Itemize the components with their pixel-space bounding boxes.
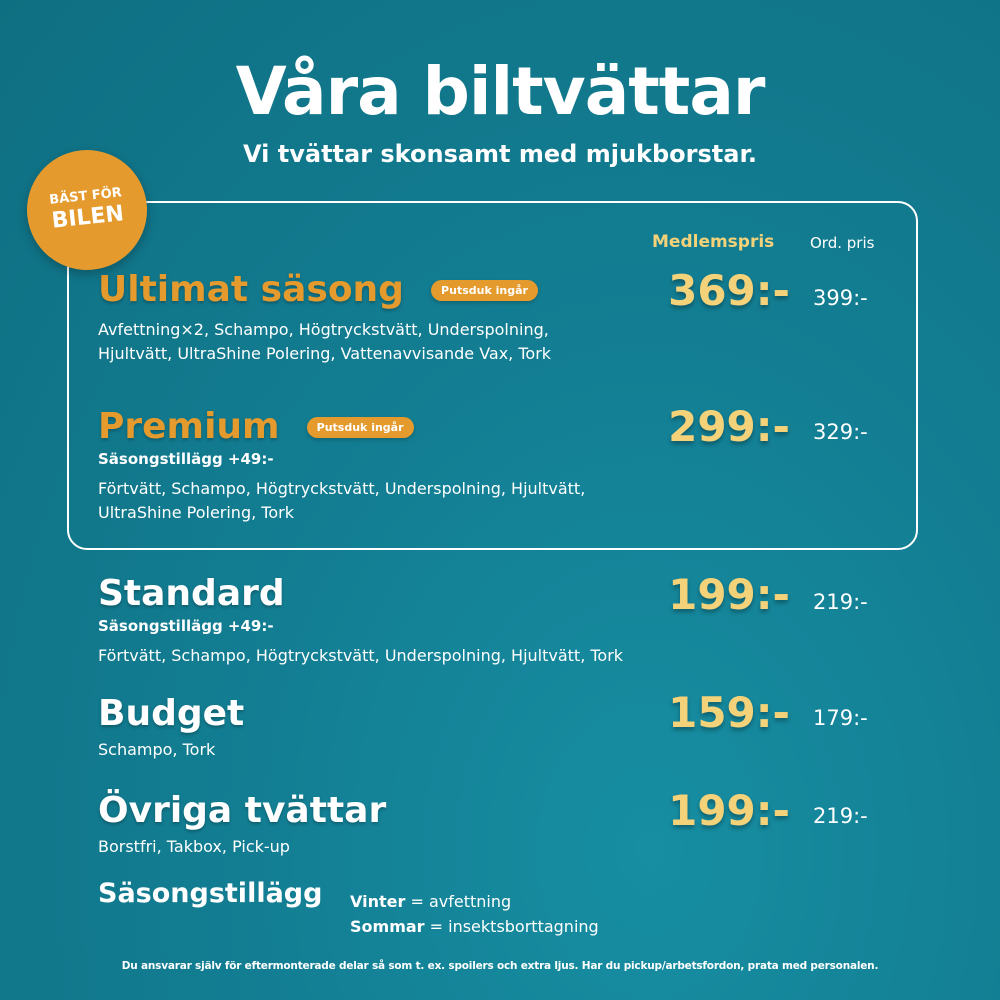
member-price-header: Medlemspris	[652, 232, 775, 252]
footer-note: Du ansvarar själv för eftermonterade delar så som t. ex. spoilers och extra ljus. Har du pickup/arbetsfordon, prata med personalen.	[121, 960, 879, 972]
cloth-included-pill: Putsduk ingår	[431, 280, 538, 301]
wash-premium	[98, 405, 585, 525]
wash-standard	[98, 572, 623, 668]
wash-other	[98, 789, 386, 859]
member-price: 369:-	[668, 266, 790, 315]
member-price: 159:-	[668, 688, 790, 737]
ordinary-price: 179:-	[813, 706, 868, 730]
desc-line: Avfettning×2, Schampo, Högtryckstvätt, Underspolning,	[98, 320, 549, 339]
page-title: Våra biltvättar	[235, 53, 765, 130]
seasonal-item-winter	[350, 889, 599, 914]
wash-description	[98, 318, 551, 366]
seasonal-list	[350, 889, 599, 939]
ordinary-price: 219:-	[813, 804, 868, 828]
desc-line: UltraShine Polering, Tork	[98, 503, 294, 522]
ordinary-price: 219:-	[813, 590, 868, 614]
wash-description: Borstfri, Takbox, Pick-up	[98, 837, 290, 856]
wash-ultimat	[98, 268, 551, 366]
seasonal-heading: Säsongstillägg	[98, 878, 323, 909]
wash-name: Standard	[98, 573, 285, 614]
desc-line: Hjultvätt, UltraShine Polering, Vattenavvisande Vax, Tork	[98, 344, 552, 363]
wash-description	[98, 477, 585, 525]
seasonal-addon: Säsongstillägg +49:-	[98, 617, 274, 635]
season-value: = insektsborttagning	[429, 917, 599, 936]
wash-name: Ultimat säsong	[98, 269, 404, 310]
wash-description: Schampo, Tork	[98, 740, 216, 759]
cloth-included-pill: Putsduk ingår	[307, 417, 414, 438]
ordinary-price: 329:-	[813, 420, 868, 444]
badge-line-1: BÄST FÖR	[48, 185, 123, 208]
season-value: = avfettning	[410, 892, 512, 911]
ordinary-price: 399:-	[813, 286, 868, 310]
member-price: 299:-	[668, 402, 790, 451]
wash-name: Premium	[98, 406, 280, 447]
member-price: 199:-	[668, 786, 790, 835]
season-label: Sommar	[350, 917, 425, 936]
ordinary-price-header: Ord. pris	[810, 234, 875, 252]
seasonal-item-summer	[350, 914, 599, 939]
page-subtitle: Vi tvättar skonsamt med mjukborstar.	[243, 140, 757, 168]
wash-description: Förtvätt, Schampo, Högtryckstvätt, Underspolning, Hjultvätt, Tork	[98, 646, 624, 665]
badge-line-2: BILEN	[50, 201, 126, 234]
desc-line: Förtvätt, Schampo, Högtryckstvätt, Underspolning, Hjultvätt,	[98, 479, 586, 498]
member-price: 199:-	[668, 570, 790, 619]
wash-budget	[98, 692, 244, 762]
seasonal-addon: Säsongstillägg +49:-	[98, 450, 274, 468]
wash-name: Budget	[98, 693, 245, 734]
season-label: Vinter	[350, 892, 406, 911]
wash-name: Övriga tvättar	[98, 790, 387, 831]
